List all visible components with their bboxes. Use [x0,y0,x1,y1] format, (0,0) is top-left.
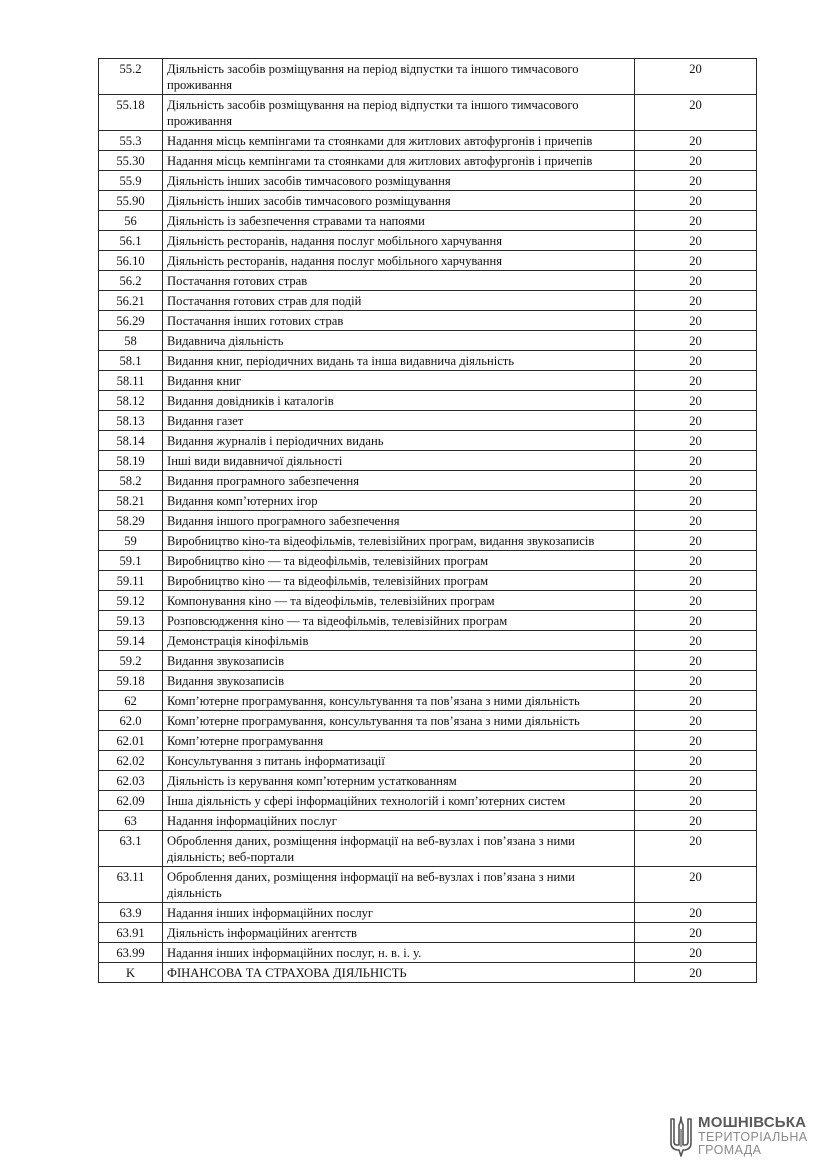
rate-cell: 20 [635,711,757,731]
table-row [99,351,757,371]
code-cell: 59.14 [99,631,163,651]
code-cell: 58.1 [99,351,163,371]
description-cell: Інші види видавничої діяльності [163,451,635,471]
rate-cell: 20 [635,59,757,95]
table-row [99,611,757,631]
table-row [99,943,757,963]
table-row [99,651,757,671]
table-row [99,95,757,131]
table-row [99,511,757,531]
code-cell: 56 [99,211,163,231]
rate-cell: 20 [635,251,757,271]
code-cell: 59.1 [99,551,163,571]
table-row [99,451,757,471]
table-row [99,171,757,191]
table-row [99,411,757,431]
rate-cell: 20 [635,791,757,811]
table-row [99,731,757,751]
rate-cell: 20 [635,631,757,651]
code-cell: 55.30 [99,151,163,171]
code-cell: 62.01 [99,731,163,751]
description-cell: Надання місць кемпінгами та стоянками для житлових автофургонів і причепів [163,151,635,171]
description-cell: Видання звукозаписів [163,671,635,691]
table-row [99,551,757,571]
code-cell: 55.3 [99,131,163,151]
rate-cell: 20 [635,671,757,691]
table-row [99,431,757,451]
description-cell: Видавнича діяльність [163,331,635,351]
description-cell: Видання книг [163,371,635,391]
code-cell: K [99,963,163,983]
rate-cell: 20 [635,371,757,391]
description-cell: Виробництво кіно — та відеофільмів, телевізійних програм [163,551,635,571]
description-cell: Видання комп’ютерних ігор [163,491,635,511]
description-cell: Розповсюдження кіно — та відеофільмів, телевізійних програм [163,611,635,631]
rate-cell: 20 [635,491,757,511]
code-cell: 59.13 [99,611,163,631]
rate-cell: 20 [635,131,757,151]
code-cell: 59.18 [99,671,163,691]
description-cell: Діяльність інших засобів тимчасового розміщування [163,171,635,191]
rate-cell: 20 [635,271,757,291]
logo-title: МОШНІВСЬКА [698,1114,807,1131]
code-cell: 59.11 [99,571,163,591]
code-cell: 56.21 [99,291,163,311]
description-cell: Видання журналів і періодичних видань [163,431,635,451]
code-cell: 56.1 [99,231,163,251]
description-cell: Надання місць кемпінгами та стоянками для житлових автофургонів і причепів [163,131,635,151]
rate-cell: 20 [635,651,757,671]
rate-cell: 20 [635,771,757,791]
table-row [99,391,757,411]
description-cell: Постачання готових страв для подій [163,291,635,311]
rate-cell: 20 [635,411,757,431]
rate-cell: 20 [635,151,757,171]
table-row [99,711,757,731]
description-cell: Діяльність із керування комп’ютерним устаткованням [163,771,635,791]
code-cell: 58.21 [99,491,163,511]
code-cell: 59.12 [99,591,163,611]
code-cell: 62.09 [99,791,163,811]
table-row [99,331,757,351]
code-cell: 55.9 [99,171,163,191]
rate-cell: 20 [635,291,757,311]
table-row [99,903,757,923]
table-body [99,59,757,983]
description-cell: Діяльність із забезпечення стравами та напоями [163,211,635,231]
rate-cell: 20 [635,471,757,491]
table-row [99,191,757,211]
code-cell: 58 [99,331,163,351]
description-cell: Оброблення даних, розміщення інформації на веб-вузлах і пов’язана з ними діяльність; веб-портали [163,831,635,867]
community-logo [668,1115,818,1161]
table-row [99,811,757,831]
rate-cell: 20 [635,191,757,211]
description-cell: Виробництво кіно-та відеофільмів, телевізійних програм, видання звукозаписів [163,531,635,551]
rate-cell: 20 [635,943,757,963]
rate-cell: 20 [635,963,757,983]
table-row [99,963,757,983]
code-cell: 58.29 [99,511,163,531]
description-cell: Комп’ютерне програмування, консультування та пов’язана з ними діяльність [163,691,635,711]
description-cell: Видання довідників і каталогів [163,391,635,411]
description-cell: Компонування кіно — та відеофільмів, телевізійних програм [163,591,635,611]
table-row [99,59,757,95]
code-cell: 58.13 [99,411,163,431]
rate-cell: 20 [635,351,757,371]
rate-cell: 20 [635,171,757,191]
table-row [99,671,757,691]
description-cell: Видання звукозаписів [163,651,635,671]
table-row [99,867,757,903]
rate-cell: 20 [635,451,757,471]
code-cell: 58.14 [99,431,163,451]
table-row [99,751,757,771]
description-cell: Виробництво кіно — та відеофільмів, телевізійних програм [163,571,635,591]
rate-cell: 20 [635,611,757,631]
description-cell: Надання інших інформаційних послуг, н. в. і. у. [163,943,635,963]
table-row [99,591,757,611]
rate-cell: 20 [635,731,757,751]
code-cell: 58.2 [99,471,163,491]
description-cell: Діяльність інформаційних агентств [163,923,635,943]
code-cell: 62.03 [99,771,163,791]
code-cell: 63.91 [99,923,163,943]
code-cell: 55.18 [99,95,163,131]
code-cell: 62 [99,691,163,711]
description-cell: Діяльність засобів розміщування на період відпустки та іншого тимчасового проживання [163,95,635,131]
code-cell: 63 [99,811,163,831]
description-cell: Оброблення даних, розміщення інформації на веб-вузлах і пов’язана з ними діяльність [163,867,635,903]
rate-cell: 20 [635,211,757,231]
rate-cell: 20 [635,831,757,867]
code-cell: 55.90 [99,191,163,211]
table-row [99,471,757,491]
code-cell: 56.10 [99,251,163,271]
description-cell: Демонстрація кінофільмів [163,631,635,651]
code-cell: 58.11 [99,371,163,391]
description-cell: Інша діяльність у сфері інформаційних технологій і комп’ютерних систем [163,791,635,811]
code-cell: 63.1 [99,831,163,867]
table-row [99,571,757,591]
table-row [99,831,757,867]
description-cell: Надання інформаційних послуг [163,811,635,831]
table-row [99,151,757,171]
rate-cell: 20 [635,923,757,943]
rate-cell: 20 [635,311,757,331]
description-cell: Видання книг, періодичних видань та інша видавнича діяльність [163,351,635,371]
description-cell: Діяльність засобів розміщування на період відпустки та іншого тимчасового проживання [163,59,635,95]
code-cell: 59 [99,531,163,551]
rate-cell: 20 [635,231,757,251]
code-cell: 62.02 [99,751,163,771]
table-row [99,291,757,311]
table-row [99,791,757,811]
rate-cell: 20 [635,591,757,611]
description-cell: Надання інших інформаційних послуг [163,903,635,923]
table-row [99,531,757,551]
rate-cell: 20 [635,531,757,551]
table-row [99,251,757,271]
rate-cell: 20 [635,571,757,591]
description-cell: Діяльність інших засобів тимчасового розміщування [163,191,635,211]
table-row [99,211,757,231]
description-cell: Видання програмного забезпечення [163,471,635,491]
rate-cell: 20 [635,431,757,451]
code-cell: 59.2 [99,651,163,671]
rate-cell: 20 [635,811,757,831]
code-cell: 58.12 [99,391,163,411]
code-cell: 55.2 [99,59,163,95]
table-row [99,691,757,711]
table-row [99,923,757,943]
trident-icon [668,1115,694,1159]
description-cell: Постачання готових страв [163,271,635,291]
table-row [99,491,757,511]
description-cell: Видання газет [163,411,635,431]
description-cell: Діяльність ресторанів, надання послуг мобільного харчування [163,231,635,251]
table-row [99,271,757,291]
table-row [99,771,757,791]
description-cell: ФІНАНСОВА ТА СТРАХОВА ДІЯЛЬНІСТЬ [163,963,635,983]
code-cell: 58.19 [99,451,163,471]
code-cell: 63.9 [99,903,163,923]
rate-cell: 20 [635,867,757,903]
table-row [99,631,757,651]
table-row [99,311,757,331]
rate-cell: 20 [635,331,757,351]
description-cell: Консультування з питань інформатизації [163,751,635,771]
rate-cell: 20 [635,903,757,923]
code-cell: 63.99 [99,943,163,963]
table-row [99,131,757,151]
rate-cell: 20 [635,751,757,771]
table-row [99,371,757,391]
rate-cell: 20 [635,95,757,131]
table-row [99,231,757,251]
description-cell: Комп’ютерне програмування [163,731,635,751]
code-cell: 56.2 [99,271,163,291]
code-cell: 56.29 [99,311,163,331]
logo-subtitle-2: ГРОМАДА [698,1143,762,1157]
description-cell: Видання іншого програмного забезпечення [163,511,635,531]
description-cell: Постачання інших готових страв [163,311,635,331]
code-cell: 63.11 [99,867,163,903]
rate-cell: 20 [635,391,757,411]
description-cell: Діяльність ресторанів, надання послуг мобільного харчування [163,251,635,271]
description-cell: Комп’ютерне програмування, консультування та пов’язана з ними діяльність [163,711,635,731]
rate-cell: 20 [635,691,757,711]
code-cell: 62.0 [99,711,163,731]
rate-cell: 20 [635,511,757,531]
logo-subtitle-1: ТЕРИТОРІАЛЬНА [698,1130,808,1144]
activity-codes-table [98,58,757,983]
rate-cell: 20 [635,551,757,571]
